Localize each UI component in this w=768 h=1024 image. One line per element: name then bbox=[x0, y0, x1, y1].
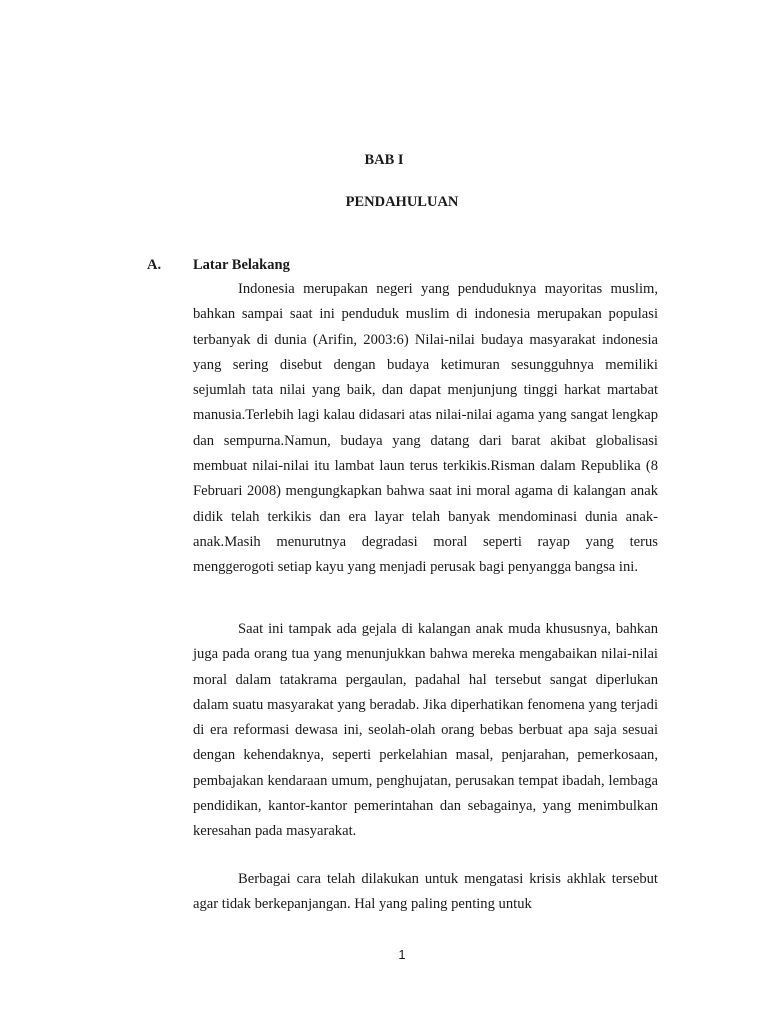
section-title: Latar Belakang bbox=[193, 257, 290, 273]
chapter-title: PENDAHULUAN bbox=[345, 194, 459, 210]
paragraph-2: Saat ini tampak ada gejala di kalangan anak muda khususnya, bahkan juga pada orang tua yang menunjukkan bahwa mereka mengabaikan nilai-nilai moral dalam tatakrama pergaulan, padahal hal tersebut sangat diperlukan dalam suatu masyarakat yang beradab. Jika diperhatikan fenomena yang terjadi di era reformasi dewasa ini, seolah-olah orang bebas berbuat apa saja sesuai dengan kehendaknya, seperti perkelahian masal, penjarahan, pemerkosaan, pembajakan kendaraan umum, penghujatan, perusakan tempat ibadah, lembaga pendidikan, kantor-kantor pemerintahan dan sebagainya, yang menimbulkan keresahan pada masyarakat. bbox=[193, 621, 658, 840]
page-number: 1 bbox=[398, 947, 406, 962]
section-number: A. bbox=[147, 257, 162, 273]
paragraph-1: Indonesia merupakan negeri yang penduduknya mayoritas muslim, bahkan sampai saat ini penduduk muslim di indonesia merupakan populasi terbanyak di dunia (Arifin, 2003:6) Nilai-nilai budaya masyarakat indonesia yang sering disebut dengan budaya ketimuran sesungguhnya memiliki sejumlah tata nilai yang baik, dan dapat menjunjung tinggi harkat martabat manusia.Terlebih lagi kalau didasari atas nilai-nilai agama yang sangat lengkap dan sempurna.Namun, budaya yang datang dari barat akibat globalisasi membuat nilai-nilai itu lambat laun terus terkikis.Risman dalam Republika (8 Februari 2008) mengungkapkan bahwa saat ini moral agama di kalangan anak didik telah terkikis dan era layar telah banyak mendominasi dunia anak-anak.Masih menurutnya degradasi moral seperti rayap yang terus menggerogoti setiap kayu yang menjadi perusak bagi penyangga bangsa ini. bbox=[193, 281, 658, 576]
paragraph-3: Berbagai cara telah dilakukan untuk mengatasi krisis akhlak tersebut agar tidak berkepanjangan. Hal yang paling penting untuk bbox=[193, 871, 658, 913]
chapter-label: BAB I bbox=[364, 152, 404, 168]
